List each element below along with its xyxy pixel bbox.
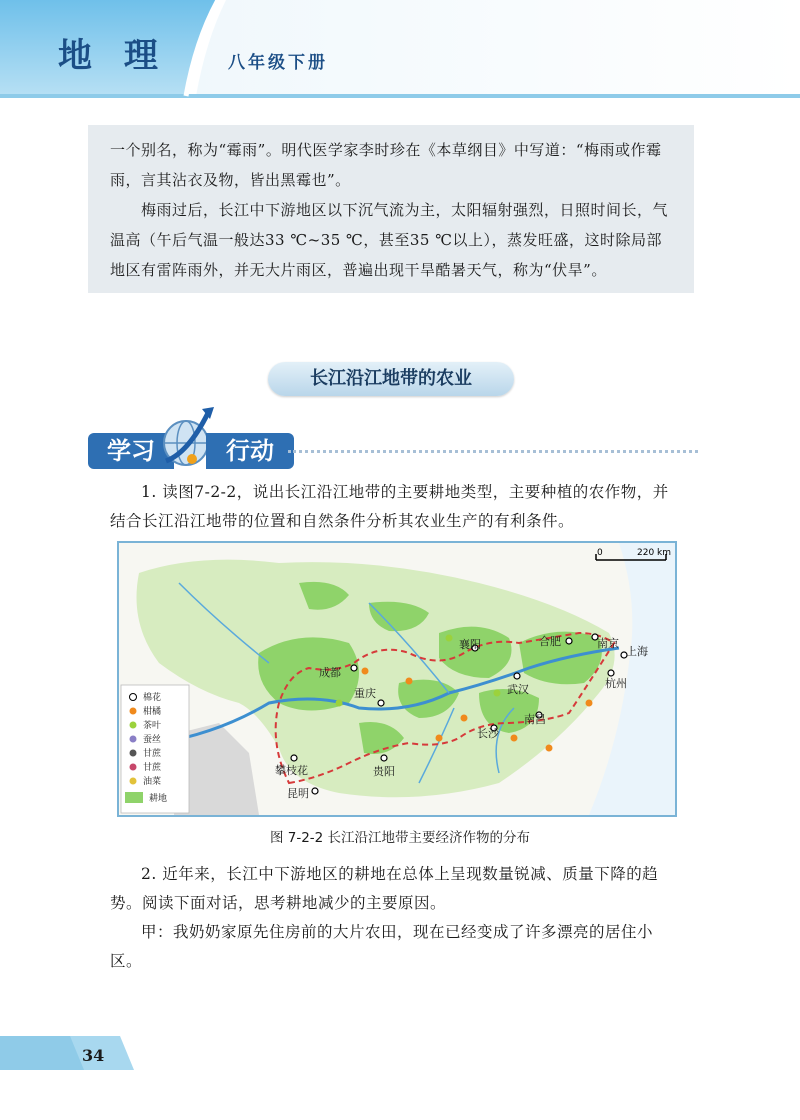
city-changsha: 长沙 bbox=[477, 727, 499, 740]
map-graphic bbox=[119, 543, 675, 815]
page-number: 34 bbox=[82, 1046, 105, 1065]
legend-item-1: 棉花 bbox=[143, 693, 162, 703]
legend-item-8: 耕地 bbox=[149, 794, 168, 804]
city-nanjing: 南京 bbox=[597, 637, 619, 650]
dotted-rule bbox=[288, 450, 698, 453]
legend-item-7: 油菜 bbox=[143, 777, 162, 787]
city-chengdu: 成都 bbox=[319, 666, 341, 679]
legend-item-2: 柑橘 bbox=[143, 707, 162, 717]
action-label-learn: 学习 bbox=[88, 433, 174, 469]
grade-title: 八年级下册 bbox=[228, 53, 328, 73]
reading-paragraph-2: 梅雨过后，长江中下游地区以下沉气流为主，太阳辐射强烈，日照时间长，气温高（午后气温一般达33 ℃~35 ℃，甚至35 ℃以上），蒸发旺盛，这时除局部地区有雷阵雨外，并无大片雨区，普遍出现干旱酷暑天气，称为“伏旱”。 bbox=[110, 201, 669, 279]
city-kunming: 昆明 bbox=[287, 787, 309, 800]
learning-action-banner bbox=[88, 405, 708, 475]
city-hefei: 合肥 bbox=[539, 635, 561, 648]
city-panzhihua: 攀枝花 bbox=[275, 764, 308, 777]
action-label-act: 行动 bbox=[206, 433, 294, 469]
section-title: 长江沿江地带的农业 bbox=[268, 362, 514, 396]
page-header bbox=[0, 0, 800, 110]
legend-item-5: 甘蔗 bbox=[143, 749, 162, 759]
city-wuhan: 武汉 bbox=[507, 683, 529, 696]
city-nanchang: 南昌 bbox=[524, 713, 546, 726]
scale-value-label: 220 km bbox=[637, 548, 672, 558]
city-chongqing: 重庆 bbox=[354, 687, 376, 700]
scale-zero-label: 0 bbox=[597, 548, 603, 558]
reading-paragraph-1: 一个别名，称为“霉雨”。明代医学家李时珍在《本草纲目》中写道：“梅雨或作霉雨，言其沾衣及物，皆出黑霉也”。 bbox=[110, 141, 662, 189]
crop-distribution-map bbox=[117, 541, 677, 817]
legend-item-4: 蚕丝 bbox=[143, 735, 162, 745]
city-hangzhou: 杭州 bbox=[605, 677, 627, 690]
footer-tab bbox=[0, 1036, 140, 1076]
question-2-dialog: 甲：我奶奶家原先住房前的大片农田，现在已经变成了许多漂亮的居住小区。 bbox=[110, 923, 654, 970]
question-2: 2. 近年来，长江中下游地区的耕地在总体上呈现数量锐减、质量下降的趋势。阅读下面对话，思考耕地减少的主要原因。 bbox=[110, 865, 659, 912]
legend-item-3: 茶叶 bbox=[143, 721, 162, 731]
city-xiangyang: 襄阳 bbox=[459, 638, 481, 651]
reading-box bbox=[88, 125, 694, 293]
city-guiyang: 贵阳 bbox=[373, 765, 395, 778]
subject-title: 地 理 bbox=[58, 36, 168, 76]
legend-item-6: 甘蔗 bbox=[143, 763, 162, 773]
city-shanghai: 上海 bbox=[626, 645, 648, 658]
map-caption: 图 7-2-2 长江沿江地带主要经济作物的分布 bbox=[269, 830, 531, 846]
question-1: 1. 读图7-2-2，说出长江沿江地带的主要耕地类型，主要种植的农作物，并结合长江沿江地带的位置和自然条件分析其农业生产的有利条件。 bbox=[110, 483, 669, 530]
map-legend bbox=[121, 685, 189, 813]
